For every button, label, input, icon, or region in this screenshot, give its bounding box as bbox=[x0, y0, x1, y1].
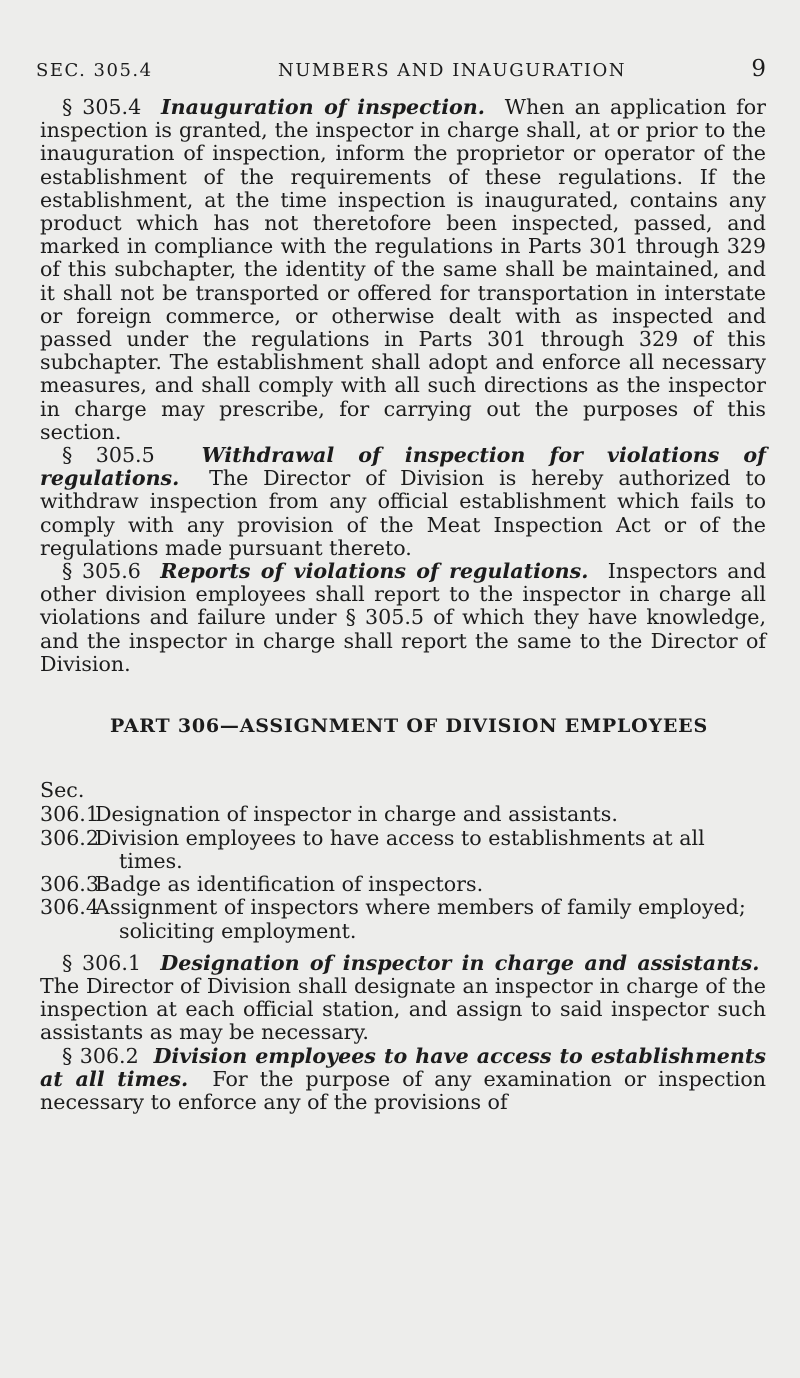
section-text: The Director of Division is hereby authorized to withdraw inspection from any official establishment which fails to comply with any provision of the Meat Inspection Act or of the regulations made pursuant thereto. bbox=[40, 466, 767, 560]
part-title: PART 306—ASSIGNMENT OF DIVISION EMPLOYEES bbox=[110, 715, 708, 738]
section-number: § 305.5 bbox=[62, 443, 155, 468]
section-text: The Director of Division shall designate an inspector in charge of the inspection at each official station, and assign to said inspector such assistants as may be necessary. bbox=[40, 973, 766, 1045]
contents-item bbox=[40, 803, 766, 826]
contents-item-title: Assignment of inspectors where members of family employed; soliciting employment. bbox=[95, 895, 746, 943]
contents-item-number: 306.3 bbox=[40, 872, 99, 897]
running-header bbox=[36, 56, 766, 82]
contents-item bbox=[40, 827, 766, 873]
section-number: § 306.2 bbox=[62, 1043, 139, 1068]
section-305-5 bbox=[40, 444, 766, 560]
header-section-ref: SEC. 305.4 bbox=[36, 60, 153, 81]
section-305-4 bbox=[40, 96, 766, 444]
section-306-2 bbox=[40, 1045, 766, 1115]
contents-item-number: 306.4 bbox=[40, 895, 99, 920]
section-text: Inspectors and other division employees shall report to the inspector in charge all violations and failure under § 305.5 of which they have knowledge, and the inspector in charge shall report the same to the Director of Division. bbox=[40, 559, 767, 676]
section-305-6 bbox=[40, 560, 766, 676]
section-contents-list bbox=[40, 779, 766, 942]
section-title: Designation of inspector in charge and assistants. bbox=[160, 950, 760, 975]
section-number: § 305.4 bbox=[62, 95, 142, 119]
contents-heading: Sec. bbox=[40, 778, 85, 803]
contents-item bbox=[40, 896, 766, 942]
section-title: Reports of violations of regulations. bbox=[160, 559, 589, 584]
section-text: For the purpose of any examination or inspection necessary to enforce any of the provisions of bbox=[40, 1066, 766, 1114]
header-title: NUMBERS AND INAUGURATION bbox=[277, 60, 626, 81]
contents-item-title: Badge as identification of inspectors. bbox=[95, 872, 484, 897]
contents-item-title: Division employees to have access to establishments at all times. bbox=[95, 825, 705, 873]
section-number: § 306.1 bbox=[62, 950, 141, 975]
contents-item-number: 306.2 bbox=[40, 825, 99, 850]
contents-item-number: 306.1 bbox=[40, 802, 99, 827]
contents-item bbox=[40, 873, 766, 896]
section-title: Withdrawal of inspection for violations of regulations. bbox=[40, 443, 766, 491]
section-title: Inauguration of inspection. bbox=[161, 95, 485, 119]
section-title: Division employees to have access to establishments at all times. bbox=[40, 1043, 766, 1091]
page-body bbox=[40, 96, 766, 1114]
page-number: 9 bbox=[751, 56, 766, 82]
section-306-1 bbox=[40, 952, 766, 1045]
section-number: § 305.6 bbox=[62, 559, 141, 584]
section-text: When an application for inspection is granted, the inspector in charge shall, at or prior to the inauguration of inspection, inform the proprietor or operator of the establishment of the requirements of these regulations. If the establishment, at the time inspection is inaugurated, contains any product which has not theretofore been inspected, passed, and marked in compliance with the regulations in Parts 301 through 329 of this subchapter, the identity of the same shall be maintained, and it shall not be transported or offered for transportation in interstate or foreign commerce, or otherwise dealt with as inspected and passed under the regulations in Parts 301 through 329 of this subchapter. The establishment shall adopt and enforce all necessary measures, and shall comply with all such directions as the inspector in charge may prescribe, for carrying out the purposes of this section. bbox=[40, 95, 766, 444]
contents-item-title: Designation of inspector in charge and assistants. bbox=[95, 802, 618, 827]
